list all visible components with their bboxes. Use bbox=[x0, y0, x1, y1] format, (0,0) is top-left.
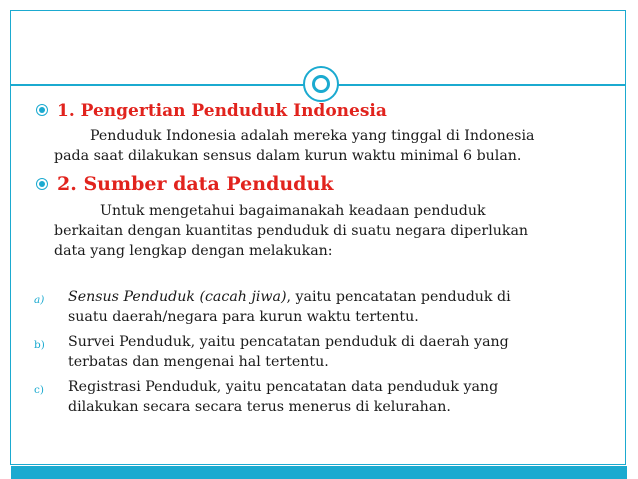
section-2-heading bbox=[36, 173, 333, 195]
list-marker: a) bbox=[34, 294, 45, 306]
section-1-line-2: pada saat dilakukan sensus dalam kurun waktu minimal 6 bulan. bbox=[54, 148, 522, 164]
list-item bbox=[34, 332, 594, 372]
section-2-line-3: data yang lengkap dengan melakukan: bbox=[54, 243, 333, 259]
list-item bbox=[34, 287, 594, 327]
section-2-heading-text: 2. Sumber data Penduduk bbox=[57, 173, 334, 195]
list-marker: c) bbox=[34, 384, 44, 396]
footer-bar bbox=[11, 466, 627, 479]
list-marker: b) bbox=[34, 339, 45, 351]
list-item-term: Sensus Penduduk (cacah jiwa) bbox=[68, 289, 287, 305]
bullet-icon bbox=[36, 104, 48, 116]
section-1-heading-text: 1. Pengertian Penduduk Indonesia bbox=[57, 101, 387, 121]
section-1-body bbox=[54, 126, 614, 166]
method-list bbox=[34, 287, 594, 422]
list-item-line-1: Survei Penduduk, yaitu pencatatan penduduk di daerah yang bbox=[68, 334, 509, 350]
list-item-line-2: terbatas dan mengenai hal tertentu. bbox=[68, 354, 329, 370]
list-item-line-2: suatu daerah/negara para kurun waktu tertentu. bbox=[68, 309, 419, 325]
divider-ring-inner bbox=[312, 75, 330, 93]
divider-ring-icon bbox=[303, 66, 339, 102]
section-1-heading bbox=[36, 101, 387, 121]
bullet-icon bbox=[36, 178, 48, 190]
list-item bbox=[34, 377, 594, 417]
list-item-line-2: dilakukan secara secara terus menerus di kelurahan. bbox=[68, 399, 451, 415]
list-item-text: , yaitu pencatatan penduduk di bbox=[286, 289, 511, 305]
list-item-line-1: Registrasi Penduduk, yaitu pencatatan data penduduk yang bbox=[68, 379, 499, 395]
section-1-line-1: Penduduk Indonesia adalah mereka yang tinggal di Indonesia bbox=[90, 128, 535, 144]
section-2-line-2: berkaitan dengan kuantitas penduduk di suatu negara diperlukan bbox=[54, 223, 529, 239]
section-2-line-1: Untuk mengetahui bagaimanakah keadaan penduduk bbox=[100, 203, 486, 219]
section-2-body bbox=[54, 201, 614, 261]
